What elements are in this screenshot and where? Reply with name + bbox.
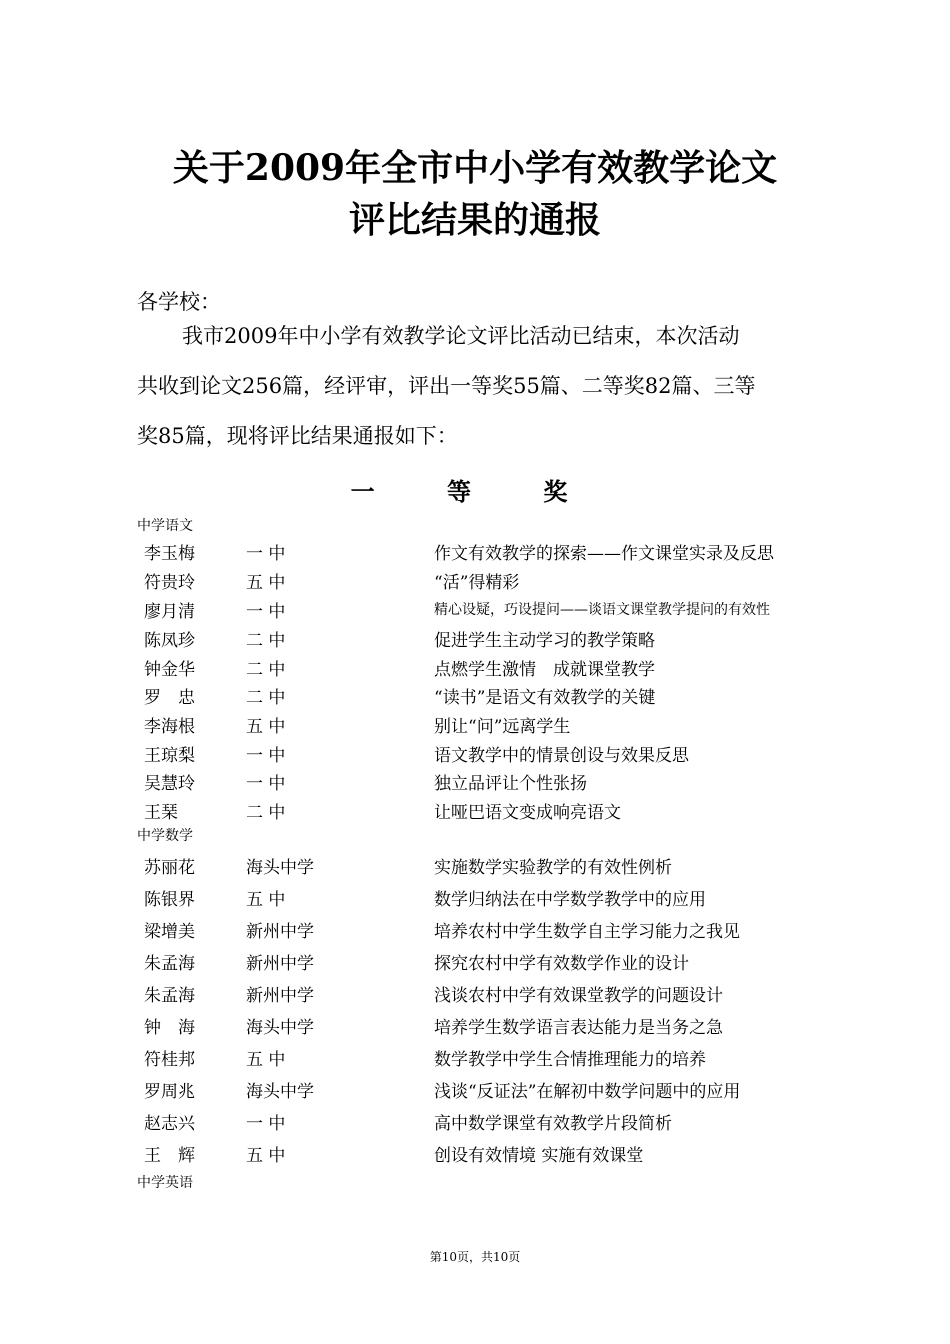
school-name: 一 中 [246,602,286,622]
table-row [0,683,950,707]
school-name: 五 中 [246,1146,286,1166]
author-name: 朱孟海 [144,986,195,1006]
page-footer: 第10页，共10页 [429,1250,521,1264]
table-row [0,568,950,592]
school-name: 二 中 [246,631,286,651]
table-row [0,741,950,765]
paper-title: 培养学生数学语言表达能力是当务之急 [434,1018,723,1038]
paper-title: 促进学生主动学习的教学策略 [434,631,655,651]
school-name: 新州中学 [246,922,314,942]
school-name: 二 中 [246,688,286,708]
table-row [0,949,950,973]
author-name: 李玉梅 [144,544,195,564]
author-name: 赵志兴 [144,1114,195,1134]
author-name: 李海根 [144,717,195,737]
paper-title: 高中数学课堂有效教学片段简析 [434,1114,672,1134]
school-name: 二 中 [246,803,286,823]
table-row [0,798,950,822]
paper-title: 数学教学中学生合情推理能力的培养 [434,1050,706,1070]
paper-title: 精心设疑，巧设提问——谈语文课堂教学提问的有效性 [434,602,770,618]
document-title-line2: 评比结果的通报 [348,199,601,241]
section-label-chinese: 中学语文 [137,518,193,534]
paper-title: 数学归纳法在中学数学教学中的应用 [434,890,706,910]
paper-title: 培养农村中学生数学自主学习能力之我见 [434,922,740,942]
author-name: 钟金华 [144,660,195,680]
table-row [0,769,950,793]
paper-title: 独立品评让个性张扬 [434,774,587,794]
table-row [0,712,950,736]
table-row [0,597,950,621]
school-name: 一 中 [246,746,286,766]
table-row [0,981,950,1005]
author-name: 陈凤珍 [144,631,195,651]
school-name: 一 中 [246,774,286,794]
paper-title: 点燃学生激情 成就课堂教学 [434,660,655,680]
paper-title: 创设有效情境 实施有效课堂 [434,1146,644,1166]
section-label-english: 中学英语 [137,1175,193,1191]
author-name: 王琹 [144,803,178,823]
paper-title: 实施数学实验教学的有效性例析 [434,858,672,878]
paper-title: 探究农村中学有效数学作业的设计 [434,954,689,974]
intro-paragraph-line2: 共收到论文256篇，经评审，评出一等奖55篇、二等奖82篇、三等 [137,374,756,398]
author-name: 符贵玲 [144,573,195,593]
author-name: 陈银界 [144,890,195,910]
school-name: 海头中学 [246,1082,314,1102]
school-name: 五 中 [246,573,286,593]
table-row [0,655,950,679]
school-name: 二 中 [246,660,286,680]
table-row [0,917,950,941]
intro-paragraph-line3: 奖85篇，现将评比结果通报如下： [137,424,458,448]
school-name: 新州中学 [246,986,314,1006]
author-name: 罗周兆 [144,1082,195,1102]
author-name: 廖月清 [144,602,195,622]
author-name: 符桂邦 [144,1050,195,1070]
table-row [0,1141,950,1165]
intro-paragraph-line1: 我市2009年中小学有效教学论文评比活动已结束，本次活动 [182,324,740,348]
paper-title: 作文有效教学的探索——作文课堂实录及反思 [434,544,774,564]
table-row [0,1077,950,1101]
school-name: 五 中 [246,1050,286,1070]
table-row [0,626,950,650]
author-name: 吴慧玲 [144,774,195,794]
author-name: 王 辉 [144,1146,195,1166]
school-name: 一 中 [246,544,286,564]
paper-title: 语文教学中的情景创设与效果反思 [434,746,689,766]
table-row [0,1013,950,1037]
salutation: 各学校： [137,290,221,314]
paper-title: 别让“问”远离学生 [434,717,571,737]
school-name: 一 中 [246,1114,286,1134]
school-name: 五 中 [246,890,286,910]
school-name: 五 中 [246,717,286,737]
paper-title: “读书”是语文有效教学的关键 [434,688,656,708]
table-row [0,885,950,909]
table-row [0,1045,950,1069]
author-name: 梁增美 [144,922,195,942]
author-name: 朱孟海 [144,954,195,974]
table-row [0,1109,950,1133]
author-name: 罗 忠 [144,688,195,708]
school-name: 海头中学 [246,1018,314,1038]
document-title-line1: 关于2009年全市中小学有效教学论文 [172,147,778,189]
award-heading: 一 等 奖 [350,478,600,506]
paper-title: 浅谈农村中学有效课堂教学的问题设计 [434,986,723,1006]
paper-title: “活”得精彩 [434,573,520,593]
table-row [0,539,950,563]
author-name: 钟 海 [144,1018,195,1038]
author-name: 苏丽花 [144,858,195,878]
author-name: 王琼梨 [144,746,195,766]
school-name: 新州中学 [246,954,314,974]
paper-title: 浅谈“反证法”在解初中数学问题中的应用 [434,1082,741,1102]
school-name: 海头中学 [246,858,314,878]
table-row [0,853,950,877]
paper-title: 让哑巴语文变成响亮语文 [434,803,621,823]
section-label-math: 中学数学 [137,828,193,844]
